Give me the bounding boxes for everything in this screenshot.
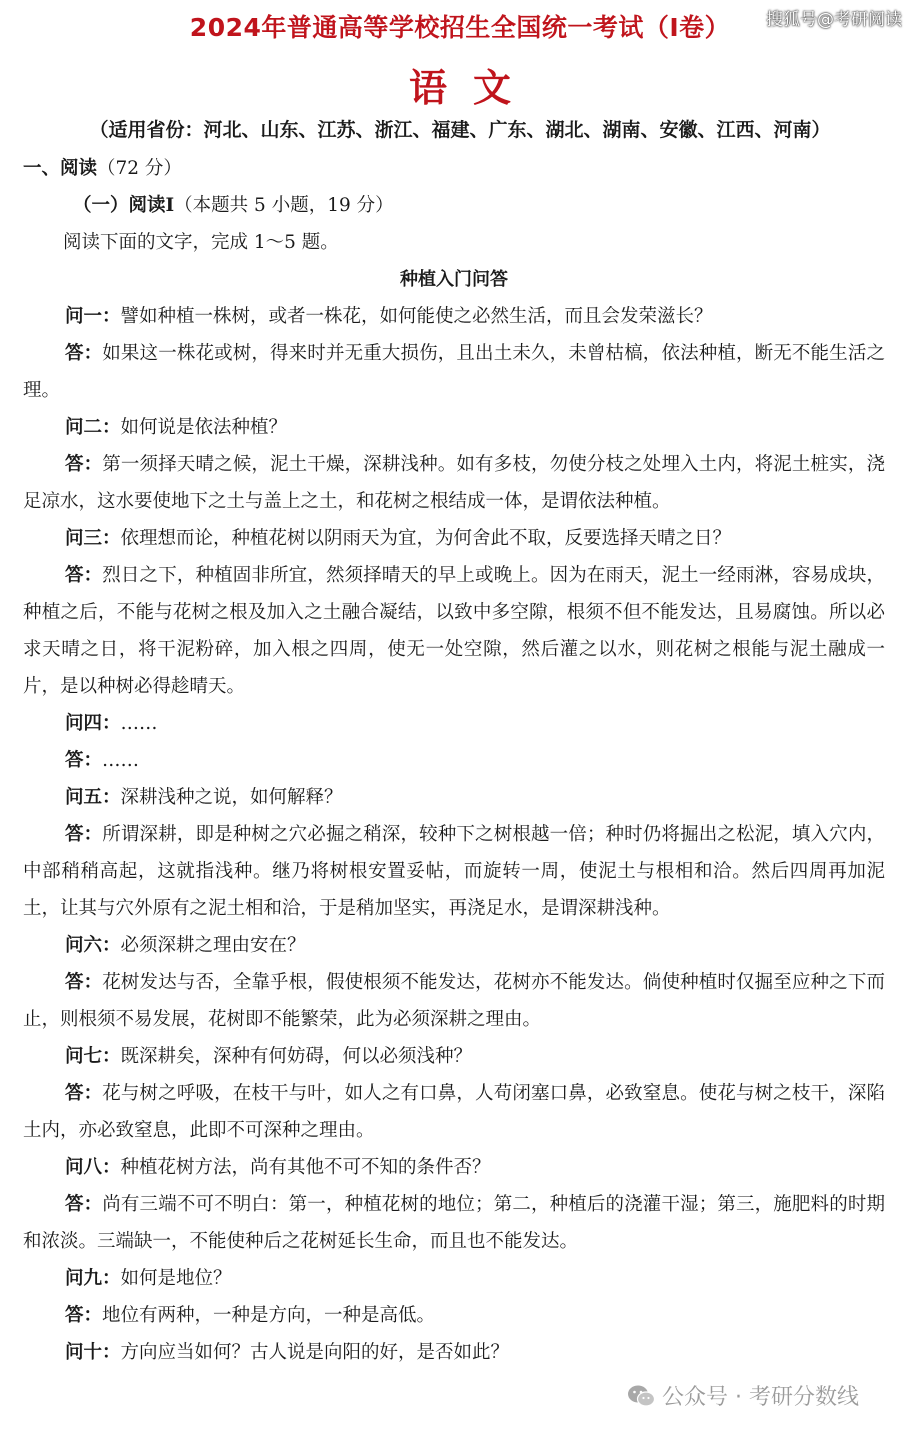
qa-paragraph: [23, 1038, 885, 1075]
qa-label: 问二：: [65, 417, 121, 438]
section-heading: [23, 150, 885, 187]
qa-label: 问八：: [65, 1157, 121, 1178]
qa-label: 答：: [65, 565, 103, 586]
qa-label: 问九：: [65, 1268, 121, 1289]
qa-text: 如何说是依法种植？: [120, 417, 288, 438]
qa-paragraph: [23, 298, 885, 335]
part-note: （本题共 5 小题，19 分）: [174, 195, 394, 216]
qa-text: 地位有两种，一种是方向，一种是高低。: [102, 1305, 436, 1326]
qa-label: 问五：: [65, 787, 121, 808]
qa-text: ……: [102, 750, 140, 771]
qa-paragraph: [23, 409, 885, 446]
qa-text: 深耕浅种之说，如何解释？: [120, 787, 343, 808]
qa-label: 问七：: [65, 1046, 121, 1067]
qa-paragraph: [23, 1334, 885, 1371]
qa-label: 问六：: [65, 935, 121, 956]
section-score: （72 分）: [97, 158, 182, 179]
qa-label: 问一：: [65, 306, 121, 327]
qa-paragraph: [23, 1260, 885, 1297]
qa-label: 答：: [65, 343, 103, 364]
qa-text: 所谓深耕，即是种树之穴必掘之稍深，较种下之树根越一倍；种时仍将掘出之松泥，填入穴内，中部稍稍高起，这就指浅种。继乃将树根安置妥帖，而旋转一周，使泥土与根相和洽。然后四周再加泥土，让其与穴外原有之泥土相和洽，于是稍加坚实，再浇足水，是谓深耕浅种。: [23, 824, 885, 919]
wechat-icon: [626, 1383, 656, 1409]
qa-paragraph: [23, 446, 885, 520]
qa-text: 种植花树方法，尚有其他不可不知的条件否？: [120, 1157, 491, 1178]
qa-label: 答：: [65, 750, 103, 771]
qa-label: 问四：: [65, 713, 121, 734]
sohu-watermark: 搜狐号@考研阅读: [766, 10, 902, 30]
qa-paragraph: [23, 1297, 885, 1334]
qa-list: [23, 298, 885, 1371]
qa-text: 花树发达与否，全靠乎根，假使根须不能发达，花树亦不能发达。倘使种植时仅掘至应种之下而止，则根须不易发展，花树即不能繁荣，此为必须深耕之理由。: [23, 972, 885, 1030]
exam-title: 2024年普通高等学校招生全国统一考试（Ⅰ卷）: [189, 13, 731, 42]
qa-text: 如何是地位？: [120, 1268, 232, 1289]
qa-paragraph: [23, 705, 885, 742]
section-label: 一、阅读: [23, 158, 98, 179]
qa-text: 必须深耕之理由安在？: [120, 935, 306, 956]
qa-label: 问三：: [65, 528, 121, 549]
qa-text: 花与树之呼吸，在枝干与叶，如人之有口鼻，人苟闭塞口鼻，必致窒息。使花与树之枝干，深陷土内，亦必致窒息，此即不可深种之理由。: [23, 1083, 885, 1141]
applicable-provinces: （适用省份：河北、山东、江苏、浙江、福建、广东、湖北、湖南、安徽、江西、河南）: [89, 119, 831, 141]
reading-instruction: 阅读下面的文字，完成 1～5 题。: [63, 232, 339, 253]
qa-text: 如果这一株花或树，得来时并无重大损伤，且出土未久，未曾枯槁，依法种植，断无不能生活之理。: [23, 343, 885, 401]
qa-text: 依理想而论，种植花树以阴雨天为宜，为何舍此不取，反要选择天晴之日？: [120, 528, 732, 549]
qa-text: 譬如种植一株树，或者一株花，如何能使之必然生活，而且会发荣滋长？: [120, 306, 713, 327]
qa-label: 答：: [65, 1194, 103, 1215]
qa-paragraph: [23, 557, 885, 705]
qa-paragraph: [23, 964, 885, 1038]
qa-label: 答：: [65, 1305, 103, 1326]
qa-paragraph: [23, 1149, 885, 1186]
qa-text: ……: [120, 713, 158, 734]
qa-text: 既深耕矣，深种有何妨碍，何以必须浅种？: [120, 1046, 473, 1067]
qa-paragraph: [23, 742, 885, 779]
qa-label: 答：: [65, 972, 103, 993]
qa-paragraph: [23, 1186, 885, 1260]
qa-label: 问十：: [65, 1342, 121, 1363]
qa-text: 第一须择天晴之候，泥土干燥，深耕浅种。如有多枝，勿使分枝之处埋入土内，将泥土桩实，浇足凉水，这水要使地下之土与盖上之土，和花树之根结成一体，是谓依法种植。: [23, 454, 885, 512]
qa-paragraph: [23, 779, 885, 816]
qa-paragraph: [23, 927, 885, 964]
part-label: （一）阅读Ⅰ: [73, 195, 175, 216]
qa-label: 答：: [65, 824, 103, 845]
wechat-watermark: [620, 1378, 865, 1413]
document-body: [23, 150, 885, 1371]
qa-paragraph: [23, 1075, 885, 1149]
qa-text: 尚有三端不可不明白：第一，种植花树的地位；第二，种植后的浇灌干湿；第三，施肥料的时期和浓淡。三端缺一，不能使种后之花树延长生命，而且也不能发达。: [23, 1194, 885, 1252]
qa-label: 答：: [65, 454, 103, 475]
qa-label: 答：: [65, 1083, 103, 1104]
qa-paragraph: [23, 335, 885, 409]
qa-paragraph: [23, 520, 885, 557]
qa-paragraph: [23, 816, 885, 927]
qa-text: 烈日之下，种植固非所宜，然须择晴天的早上或晚上。因为在雨天，泥土一经雨淋，容易成块，种植之后，不能与花树之根及加入之土融合凝结，以致中多空隙，根须不但不能发达，且易腐蚀。所以必求天晴之日，将干泥粉碎，加入根之四周，使无一处空隙，然后灌之以水，则花树之根能与泥土融成一片，是以种树必得趁晴天。: [23, 565, 885, 697]
subject-title: 语文: [408, 66, 537, 110]
qa-text: 方向应当如何？古人说是向阳的好，是否如此？: [120, 1342, 510, 1363]
passage-title: 种植入门问答: [400, 269, 508, 290]
part-heading: [23, 187, 885, 224]
wechat-watermark-text: 公众号 · 考研分数线: [662, 1385, 859, 1410]
